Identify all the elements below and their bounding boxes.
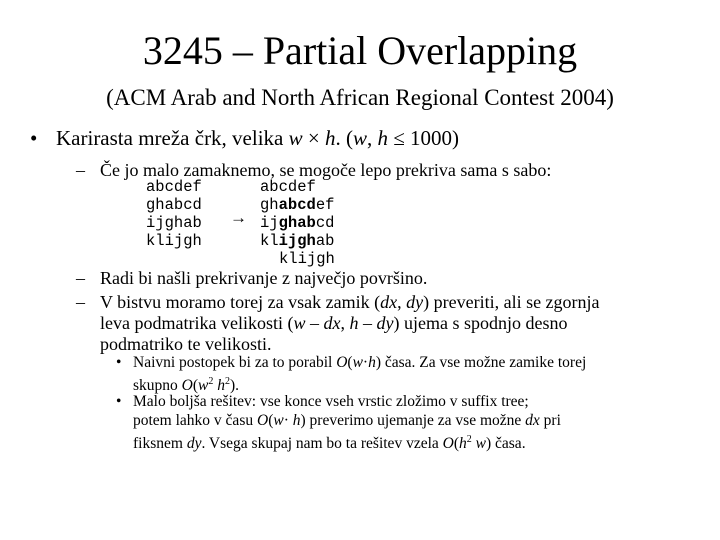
slide-subtitle: (ACM Arab and North African Regional Contest 2004) [106, 85, 614, 110]
grid-original [146, 178, 202, 250]
sub-sub-bullet-marker: • [116, 393, 122, 410]
sub-bullet-bistvu-line2: leva podmatrika velikosti (w – dx, h – dy) ujema s spodnjo desno [100, 313, 568, 333]
sub-sub-bullet-naivni-line2: skupno $O(w^2$ $h^2$). [133, 376, 240, 395]
grid-row: klijghab [260, 232, 335, 250]
bullet-marker: • [30, 126, 38, 150]
sub-bullet-marker: – [76, 160, 85, 180]
grid-row: klijgh [279, 250, 335, 268]
grid-row: ijghab [146, 214, 202, 232]
grid-shifted [260, 178, 335, 268]
sub-bullet-marker: – [76, 292, 85, 312]
sub-bullet-marker: – [76, 268, 85, 288]
sub-bullet-prekrivanje: Radi bi našli prekrivanje z največjo površino. [100, 268, 428, 288]
sub-sub-bullet-suffix-line2: potem lahko v času O(w· h) preverimo ujemanje za vse možne dx pri [133, 412, 561, 429]
grid-row: klijgh [146, 232, 202, 250]
slide-title: 3245 – Partial Overlapping [142, 28, 578, 73]
sub-bullet-bistvu-line3: podmatriko te velikosti. [100, 334, 272, 354]
grid-row: ghabcd [146, 196, 202, 214]
grid-row: abcdef [146, 178, 202, 196]
sub-sub-bullet-suffix-line1: Malo boljša rešitev: vse konce vseh vrstic zložimo v suffix tree; [133, 393, 529, 410]
arrow-icon: → [230, 208, 247, 227]
grid-row: abcdef [260, 178, 316, 196]
sub-sub-bullet-marker: • [116, 354, 122, 371]
grid-row: ghabcdef [260, 196, 335, 214]
sub-bullet-bistvu-line1: V bistvu moramo torej za vsak zamik (dx, dy) preveriti, ali se zgornja [100, 292, 600, 312]
sub-sub-bullet-naivni-line1: Naivni postopek bi za to porabil O(w·h) časa. Za vse možne zamike torej [133, 354, 587, 371]
grid-row: ijghabcd [260, 214, 335, 232]
sub-bullet-zamaknemo: Če jo malo zamaknemo, se mogoče lepo prekriva sama s sabo: [100, 160, 552, 180]
bullet-karirasta-mreza: Karirasta mreža črk, velika w × h. (w, h ≤ 1000) [56, 126, 460, 150]
sub-sub-bullet-suffix-line3: fiksnem dy. Vsega skupaj nam bo ta rešitev vzela $O(h^2$ w) časa. [133, 434, 526, 453]
